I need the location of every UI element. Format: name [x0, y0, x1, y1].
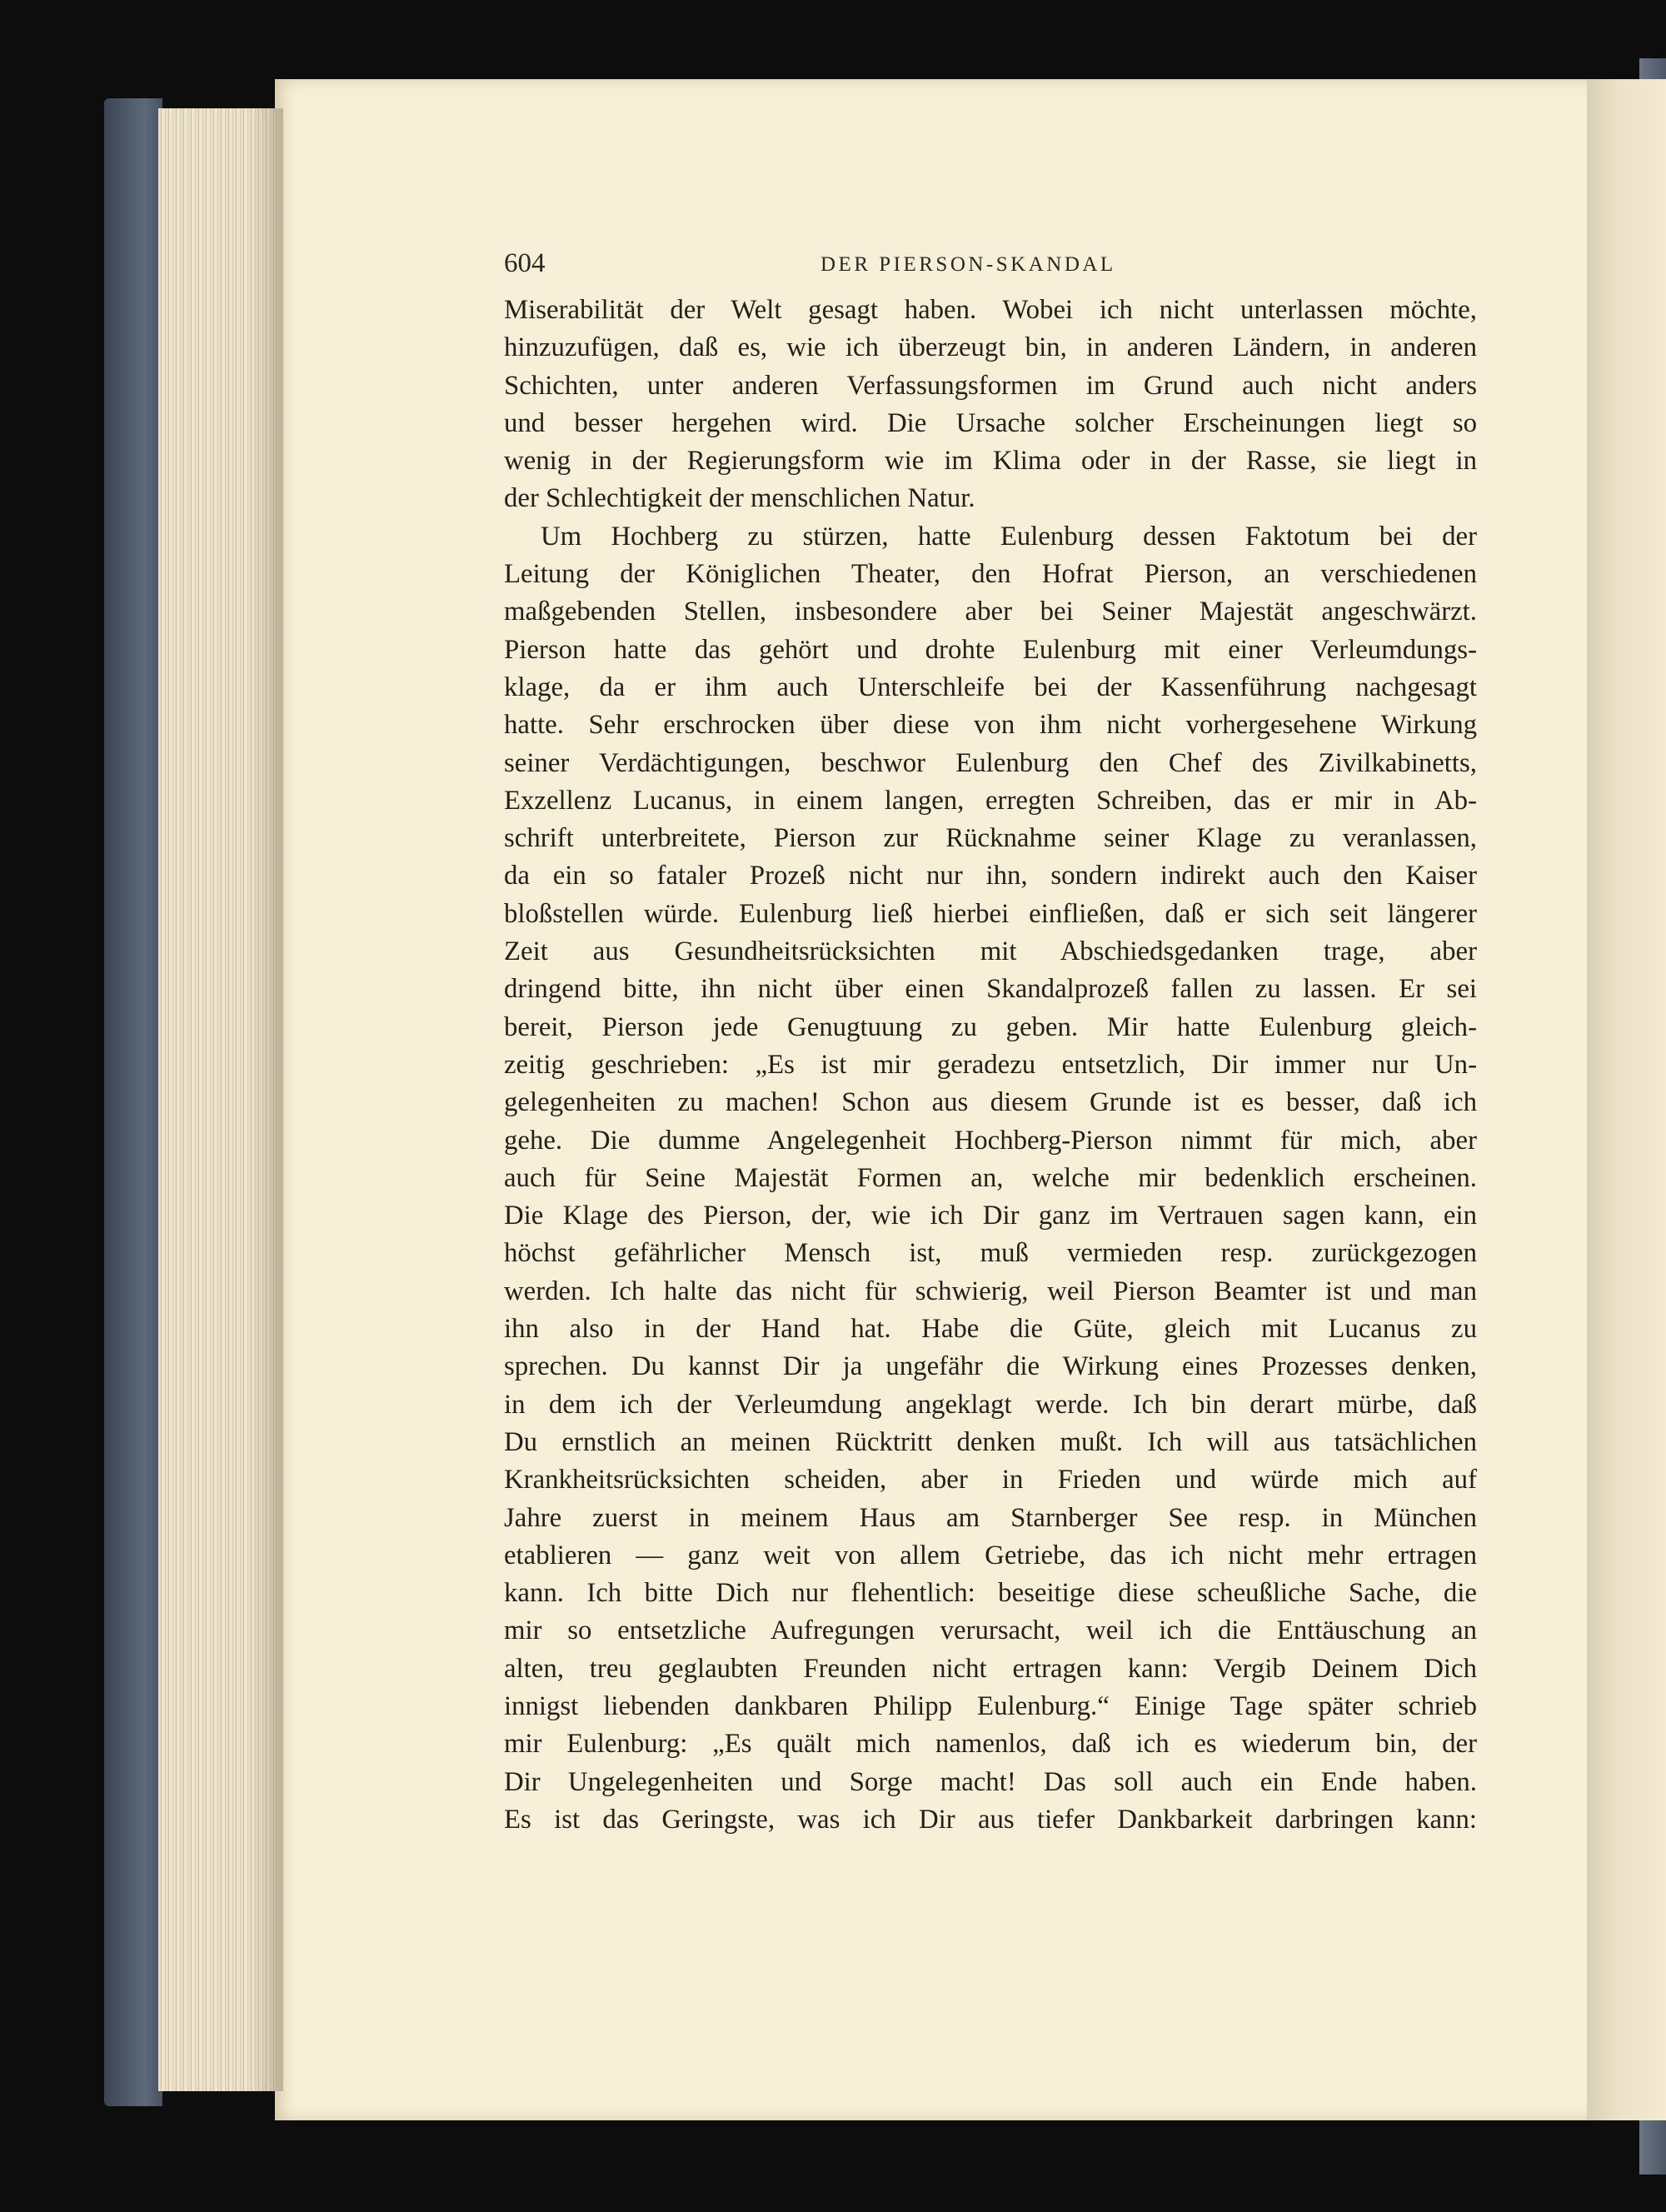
running-head: DER PIERSON-SKANDAL — [821, 253, 1116, 276]
text-line: Leitung der Königlichen Theater, den Hofrat Pierson, an verschiedenen — [504, 559, 1477, 590]
text-line: Du ernstlich an meinen Rücktritt denken mußt. Ich will aus tatsächlichen — [504, 1426, 1477, 1457]
text-line: auch für Seine Majestät Formen an, welche mir bedenklich erscheinen. — [504, 1162, 1477, 1193]
text-line: Zeit aus Gesundheitsrücksichten mit Abschiedsgedanken trage, aber — [504, 936, 1477, 967]
facing-page-edge — [1587, 79, 1666, 2120]
text-line: etablieren — ganz weit von allem Getriebe, das ich nicht mehr ertragen — [504, 1540, 1477, 1570]
book-cover — [104, 98, 162, 2106]
text-line: mir so entsetzliche Aufregungen verursacht, weil ich die Enttäuschung an — [504, 1615, 1477, 1646]
text-line: Pierson hatte das gehört und drohte Eulenburg mit einer Verleumdungs- — [504, 634, 1477, 665]
text-line: mir Eulenburg: „Es quält mich namenlos, daß ich es wiederum bin, der — [504, 1729, 1477, 1760]
page-number: 604 — [504, 248, 546, 278]
text-line: kann. Ich bitte Dich nur flehentlich: beseitige diese scheußliche Sache, die — [504, 1578, 1477, 1609]
text-line: in dem ich der Verleumdung angeklagt werde. Ich bin derart mürbe, daß — [504, 1389, 1477, 1420]
text-line: gehe. Die dumme Angelegenheit Hochberg-Pierson nimmt für mich, aber — [504, 1125, 1477, 1156]
text-line: Schichten, unter anderen Verfassungsformen im Grund auch nicht anders — [504, 370, 1477, 401]
text-line: Dir Ungelegenheiten und Sorge macht! Das soll auch ein Ende haben. — [504, 1766, 1477, 1797]
text-line: ihn also in der Hand hat. Habe die Güte, gleich mit Lucanus zu — [504, 1314, 1477, 1345]
text-line: dringend bitte, ihn nicht über einen Skandalprozeß fallen zu lassen. Er sei — [504, 974, 1477, 1005]
text-line: Exzellenz Lucanus, in einem langen, erregten Schreiben, das er mir in Ab- — [504, 785, 1477, 816]
text-line: der Schlechtigkeit der menschlichen Natur. — [504, 483, 975, 514]
text-line: bereit, Pierson jede Genugtuung zu geben. Mir hatte Eulenburg gleich- — [504, 1011, 1477, 1042]
text-line: wenig in der Regierungsform wie im Klima oder in der Rasse, sie liegt in — [504, 446, 1477, 477]
text-line: innigst liebenden dankbaren Philipp Eulenburg.“ Einige Tage später schrieb — [504, 1690, 1477, 1721]
text-line: Es ist das Geringste, was ich Dir aus tiefer Dankbarkeit darbringen kann: — [504, 1804, 1477, 1835]
text-line: Miserabilität der Welt gesagt haben. Wobei ich nicht unterlassen möchte, — [504, 295, 1477, 325]
text-line: klage, da er ihm auch Unterschleife bei der Kassenführung nachgesagt — [504, 672, 1477, 702]
text-line: Jahre zuerst in meinem Haus am Starnberger See resp. in München — [504, 1502, 1477, 1533]
text-line: Um Hochberg zu stürzen, hatte Eulenburg dessen Faktotum bei der — [541, 521, 1477, 552]
text-line: werden. Ich halte das nicht für schwierig, weil Pierson Beamter ist und man — [504, 1276, 1477, 1306]
text-line: seiner Verdächtigungen, beschwor Eulenburg den Chef des Zivilkabinetts, — [504, 747, 1477, 778]
body-text — [504, 292, 1477, 1839]
text-line: Die Klage des Pierson, der, wie ich Dir ganz im Vertrauen sagen kann, ein — [504, 1201, 1477, 1231]
text-line: da ein so fataler Prozeß nicht nur ihn, sondern indirekt auch den Kaiser — [504, 861, 1477, 891]
text-line: schrift unterbreitete, Pierson zur Rücknahme seiner Klage zu veranlassen, — [504, 823, 1477, 854]
text-line: Krankheitsrücksichten scheiden, aber in Frieden und würde mich auf — [504, 1465, 1477, 1495]
gutter-shadow — [250, 108, 283, 2091]
page-header — [504, 247, 1504, 280]
text-line: und besser hergehen wird. Die Ursache solcher Erscheinungen liegt so — [504, 407, 1477, 438]
text-line: hatte. Sehr erschrocken über diese von ihm nicht vorhergesehene Wirkung — [504, 710, 1477, 741]
text-line: maßgebenden Stellen, insbesondere aber bei Seiner Majestät angeschwärzt. — [504, 597, 1477, 627]
text-line: sprechen. Du kannst Dir ja ungefähr die Wirkung eines Prozesses denken, — [504, 1351, 1477, 1382]
text-line: bloßstellen würde. Eulenburg ließ hierbei einfließen, daß er sich seit längerer — [504, 898, 1477, 929]
text-line: zeitig geschrieben: „Es ist mir geradezu entsetzlich, Dir immer nur Un- — [504, 1049, 1477, 1080]
text-line: höchst gefährlicher Mensch ist, muß vermieden resp. zurückgezogen — [504, 1238, 1477, 1269]
text-line: hinzuzufügen, daß es, wie ich überzeugt bin, in anderen Ländern, in anderen — [504, 332, 1477, 363]
text-line: gelegenheiten zu machen! Schon aus diesem Grunde ist es besser, daß ich — [504, 1087, 1477, 1118]
text-line: alten, treu geglaubten Freunden nicht ertragen kann: Vergib Deinem Dich — [504, 1653, 1477, 1684]
